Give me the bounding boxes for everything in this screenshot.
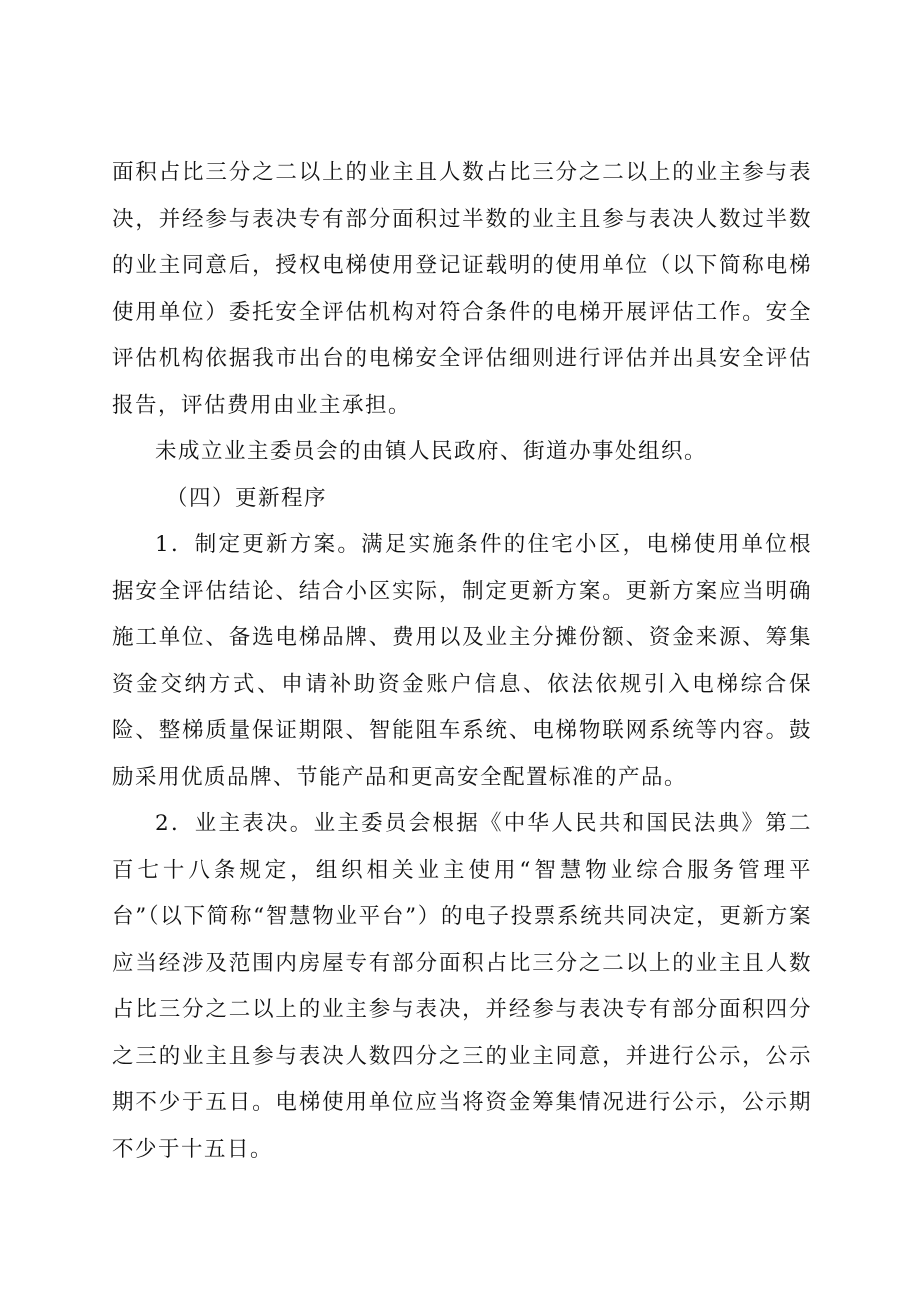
- paragraph-continuation: 面积占比三分之二以上的业主且人数占比三分之二以上的业主参与表决，并经参与表决专有部分面积过半数的业主且参与表决人数过半数的业主同意后，授权电梯使用登记证载明的使用单位（以下简称电梯使用单位）委托安全评估机构对符合条件的电梯开展评估工作。安全评估机构依据我市出台的电梯安全评估细则进行评估并出具安全评估报告，评估费用由业主承担。: [112, 160, 812, 418]
- document-body: [112, 150, 812, 1173]
- paragraph-update-plan: 1．制定更新方案。满足实施条件的住宅小区，电梯使用单位根据安全评估结论、结合小区实际，制定更新方案。更新方案应当明确施工单位、备选电梯品牌、费用以及业主分摊份额、资金来源、筹集资金交纳方式、申请补助资金账户信息、依法依规引入电梯综合保险、整梯质量保证期限、智能阻车系统、电梯物联网系统等内容。鼓励采用优质品牌、节能产品和更高安全配置标准的产品。: [112, 532, 812, 790]
- section-heading-update-procedure: （四）更新程序: [166, 485, 328, 511]
- paragraph-unestablished-committee: 未成立业主委员会的由镇人民政府、街道办事处组织。: [155, 439, 708, 464]
- paragraph-owner-vote: 2．业主表决。业主委员会根据《中华人民共和国民法典》第二百七十八条规定，组织相关业主使用“智慧物业综合服务管理平台”（以下简称“智慧物业平台”）的电子投票系统共同决定，更新方案应当经涉及范围内房屋专有部分面积占比三分之二以上的业主且人数占比三分之二以上的业主参与表决，并经参与表决专有部分面积四分之三的业主且参与表决人数四分之三的业主同意，并进行公示，公示期不少于五日。电梯使用单位应当将资金筹集情况进行公示，公示期不少于十五日。: [112, 811, 812, 1162]
